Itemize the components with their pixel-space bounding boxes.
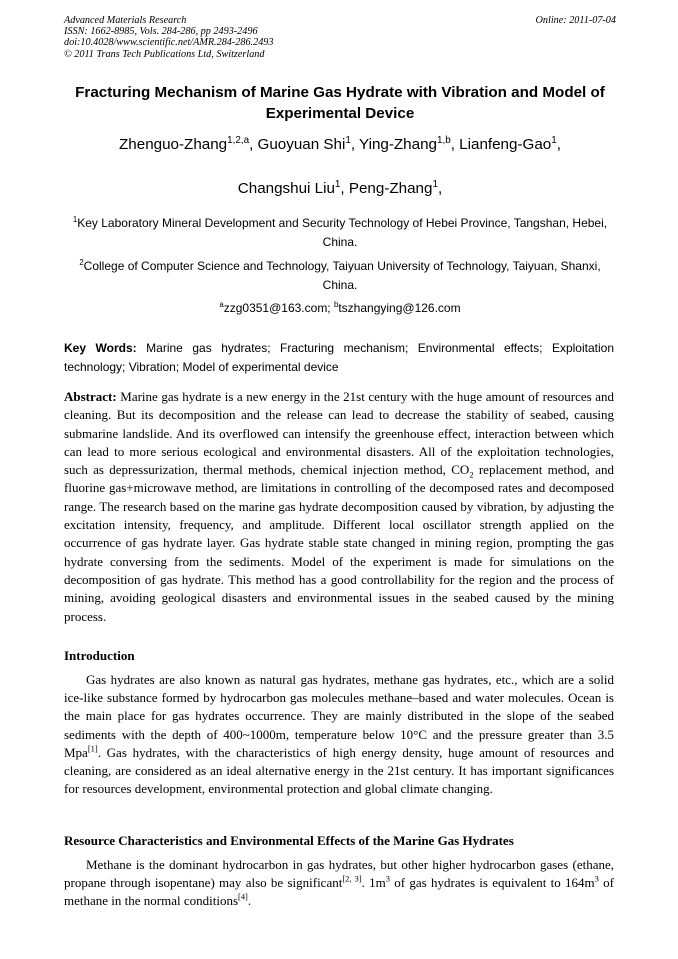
keywords-label: Key Words: (64, 341, 137, 355)
email-mark: a (219, 300, 224, 309)
paragraph-text: . 1m (361, 875, 386, 891)
author-name: Changshui Liu (237, 180, 335, 197)
author-list-continued: Changshui Liu$^1$, Peng-Zhang$^1$, (237, 178, 443, 197)
affiliation (62, 214, 618, 252)
introduction-paragraph (64, 671, 614, 798)
superscript: 3 (385, 873, 391, 884)
journal-info (64, 15, 273, 60)
paragraph-text: Gas hydrates are also known as natural gas hydrates, methane gas hydrates, etc., which are a solid ice-like substance formed by hydrocarbon gas molecules methane–based and water molecules. Ocean is the main place for gas hydrates occurrence. They are mainly distributed in the slope of the seabed sediments with the depth of 400~1000m, temperature below 10°C and the pressure greater than 3.5 Mpa (64, 672, 614, 760)
author-name: Zhenguo-Zhang (119, 136, 228, 153)
author-affiliation-mark: 1 (432, 178, 438, 190)
subscript: 2 (469, 469, 474, 480)
abstract-text: Marine gas hydrate is a new energy in the 21st century with the huge amount of resources and cleaning. But its decomposition and the release can lead to decrease the stability of seabed, causing submarine landslide. And its overflowed can intensify the greenhouse effect, interaction between which can lead to more serious ecological and environmental disasters. All of the exploitation technologies, such as depressurization, thermal methods, chemical injection method, CO (64, 389, 615, 478)
email-address: zzg0351@163.com; (223, 301, 331, 315)
email-mark: b (334, 300, 339, 309)
author-name: Peng-Zhang (348, 180, 433, 197)
affiliation-mark: 1 (72, 215, 78, 224)
section-heading-resource: Resource Characteristics and Environmental Effects of the Marine Gas Hydrates (64, 833, 514, 848)
resource-paragraph (64, 856, 614, 911)
affiliation-text: Key Laboratory Mineral Development and Security Technology of Hebei Province, Tangshan, Hebei, China. (77, 216, 608, 249)
abstract-text-continued: replacement method, and fluorine gas+microwave method, are limitations in controlling of the decomposed rates and decomposed range. The research based on the marine gas hydrate decomposition caused by vibration, by adjusting the excitation intensity, frequency, and amplitude. Different local oscillator strength applied on the occurrence of gas hydrate layer. Gas hydrate stable state changed in mining region, prompting the gas hydrate conversing from the sediments. Model of the experiment is made for simulations on the decomposition of gas hydrate. This method has a good controllability for the region and the process of mining, avoiding geological disasters and environmental issues in the seabed caused by the mining process. (64, 462, 614, 624)
paragraph-text: of gas hydrates is equivalent to 164m (390, 875, 595, 891)
paragraph-text-continued: . Gas hydrates, with the characteristics of high energy density, huge amount of resources and cleaning, are considered as an ideal alternative energy in the 21st century. It has important significances for resources development, environmental protection and global climate changing. (64, 744, 614, 797)
section-heading-introduction: Introduction (64, 648, 135, 663)
author-affiliation-mark: 1 (334, 178, 341, 190)
abstract (64, 388, 614, 626)
keywords-text: Marine gas hydrates; Fracturing mechanism; Environmental effects; Exploitation technology; Vibration; Model of experimental device (64, 341, 614, 374)
paragraph-text: . (247, 893, 252, 909)
author-list: Zhenguo-Zhang$^{1,2,a}$, Guoyuan Shi$^1$, Ying-Zhang$^{1,b}$, Lianfeng-Gao$^1$, (119, 134, 561, 153)
affiliation (62, 257, 618, 295)
journal-name: Advanced Materials Research (64, 15, 187, 26)
citation-ref: [2, 3] (342, 873, 362, 884)
affiliation-text: College of Computer Science and Technology, Taiyuan University of Technology, Taiyuan, Shanxi, China. (83, 259, 601, 292)
doi-line: doi:10.4028/www.scientific.net/AMR.284-286.2493 (64, 37, 274, 49)
citation-ref: [1] (87, 743, 98, 754)
author-affiliation-mark: 1,2,a (227, 134, 250, 146)
author-name: Lianfeng-Gao (459, 136, 552, 153)
author-name: Ying-Zhang (359, 136, 437, 153)
affiliation-mark: 2 (79, 258, 84, 267)
author-affiliation-mark: 1 (551, 134, 557, 146)
email-line (60, 300, 620, 316)
online-date: Online: 2011-07-04 (535, 15, 616, 26)
keywords (64, 339, 614, 376)
author-name: Guoyuan Shi (257, 136, 346, 153)
abstract-label: Abstract: (64, 389, 117, 404)
copyright-line: © 2011 Trans Tech Publications Ltd, Switzerland (64, 48, 265, 60)
superscript: 3 (594, 873, 599, 884)
author-affiliation-mark: 1 (345, 134, 351, 146)
paper-title: Fracturing Mechanism of Marine Gas Hydrate with Vibration and Model of Experimental Device (75, 84, 605, 122)
paragraph-text: Methane is the dominant hydrocarbon in gas hydrates, but other higher hydrocarbon gases (ethane, propane through isopentane) may also be significant (64, 857, 614, 891)
page-header (64, 15, 616, 60)
issn-line: ISSN: 1662-8985, Vols. 284-286, pp 2493-2496 (64, 26, 258, 38)
citation-ref: [4] (238, 892, 248, 903)
paragraph-text: of methane in the normal conditions (64, 875, 614, 909)
author-affiliation-mark: 1,b (436, 134, 451, 146)
email-address: tszhangying@126.com (338, 301, 461, 315)
